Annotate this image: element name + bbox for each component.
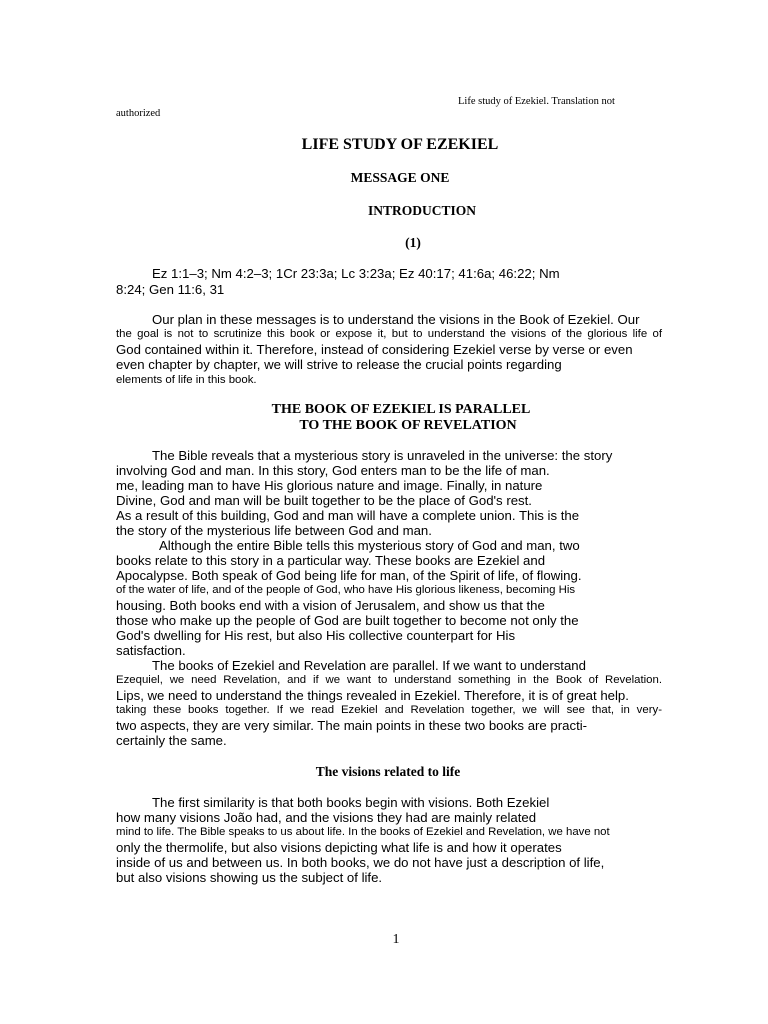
subheading-parallel-line2: TO THE BOOK OF REVELATION <box>299 418 517 433</box>
running-header: Life study of Ezekiel. Translation not <box>458 96 615 107</box>
paragraph-line: The first similarity is that both books begin with visions. Both Ezekiel <box>152 795 550 810</box>
subheading-visions: The visions related to life <box>315 764 461 779</box>
paragraph-line: two aspects, they are very similar. The main points in these two books are practi- <box>116 718 588 733</box>
section-heading: INTRODUCTION <box>367 203 476 218</box>
document-title: LIFE STUDY OF EZEKIEL <box>301 136 499 153</box>
paragraph-line: Ezequiel, we need Revelation, and if we want to understand something in the Book of Revelation. <box>116 674 662 686</box>
paragraph-line: elements of life in this book. <box>116 374 257 386</box>
paragraph-line: only the thermolife, but also visions depicting what life is and how it operates <box>116 840 562 855</box>
paragraph-line: even chapter by chapter, we will strive to release the crucial points regarding <box>116 357 562 372</box>
paragraph-line: the goal is not to scrutinize this book or expose it, but to understand the visions of the glorious life of <box>116 328 662 340</box>
paragraph-line: taking these books together. If we read Ezekiel and Revelation together, we will see that, in very- <box>116 704 662 716</box>
paragraph-line: housing. Both books end with a vision of Jerusalem, and show us that the <box>116 598 545 613</box>
paragraph-line: The books of Ezekiel and Revelation are parallel. If we want to understand <box>152 658 586 673</box>
section-number: (1) <box>405 235 421 250</box>
paragraph-line: involving God and man. In this story, God enters man to be the life of man. <box>116 463 550 478</box>
paragraph-line: certainly the same. <box>116 733 227 748</box>
paragraph-line: but also visions showing us the subject of life. <box>116 870 383 885</box>
paragraph-line: God contained within it. Therefore, instead of considering Ezekiel verse by verse or even <box>116 342 633 357</box>
paragraph-line: me, leading man to have His glorious nature and image. Finally, in nature <box>116 478 543 493</box>
paragraph-line: Divine, God and man will be built together to be the place of God's rest. <box>116 493 532 508</box>
paragraph-line: Lips, we need to understand the things revealed in Ezekiel. Therefore, it is of great help. <box>116 688 629 703</box>
message-heading: MESSAGE ONE <box>350 170 450 185</box>
subheading-parallel-line1: THE BOOK OF EZEKIEL IS PARALLEL <box>271 402 531 417</box>
paragraph-line: Although the entire Bible tells this mysterious story of God and man, two <box>159 538 580 553</box>
paragraph-line: those who make up the people of God are built together to become not only the <box>116 613 579 628</box>
paragraph-line: inside of us and between us. In both books, we do not have just a description of life, <box>116 855 605 870</box>
paragraph-line: the story of the mysterious life between God and man. <box>116 523 432 538</box>
reference-line: Ez 1:1–3; Nm 4:2–3; 1Cr 23:3a; Lc 3:23a; Ez 40:17; 41:6a; 46:22; Nm <box>152 266 560 281</box>
reference-line: 8:24; Gen 11:6, 31 <box>116 282 225 297</box>
paragraph-line: As a result of this building, God and man will have a complete union. This is the <box>116 508 580 523</box>
paragraph-line: how many visions João had, and the visions they had are mainly related <box>116 810 537 825</box>
paragraph-line: Apocalypse. Both speak of God being life for man, of the Spirit of life, of flowing. <box>116 568 582 583</box>
paragraph-line: of the water of life, and of the people of God, who have His glorious likeness, becoming His <box>116 584 576 596</box>
paragraph-line: mind to life. The Bible speaks to us about life. In the books of Ezekiel and Revelation, we have not <box>116 826 610 838</box>
running-header-continuation: authorized <box>116 108 161 119</box>
paragraph-line: books relate to this story in a particular way. These books are Ezekiel and <box>116 553 546 568</box>
paragraph-line: satisfaction. <box>116 643 186 658</box>
paragraph-line: The Bible reveals that a mysterious story is unraveled in the universe: the story <box>152 448 613 463</box>
page-number: 1 <box>392 932 400 947</box>
paragraph-line: God's dwelling for His rest, but also His collective counterpart for His <box>116 628 516 643</box>
paragraph-line: Our plan in these messages is to understand the visions in the Book of Ezekiel. Our <box>152 312 640 327</box>
